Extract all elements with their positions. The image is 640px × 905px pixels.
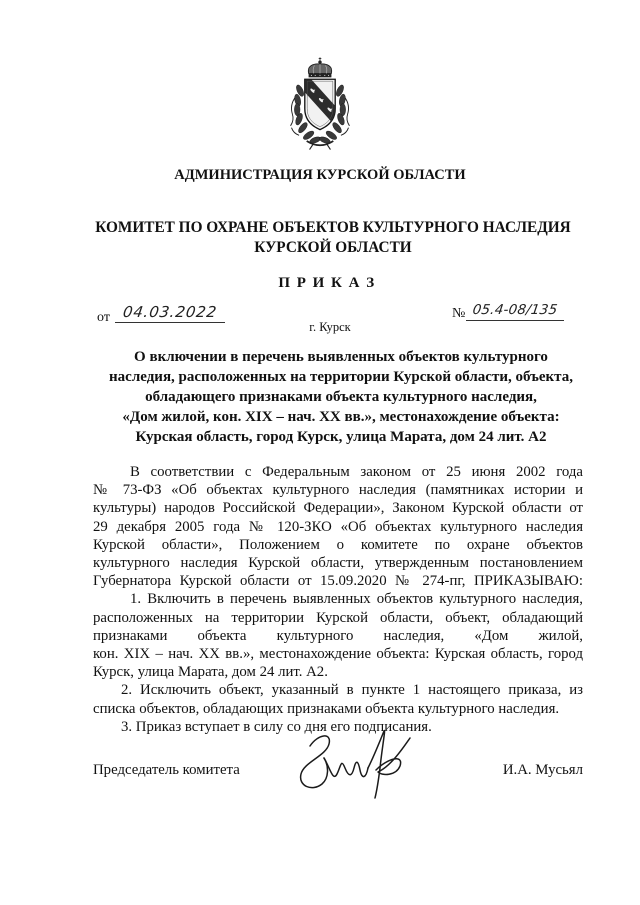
date-field xyxy=(115,302,225,323)
title-line: «Дом жилой, кон. XIX – нач. XX вв.», местонахождение объекта: xyxy=(122,409,560,425)
body-line: расположенных на территории Курской области, объект, обладающий xyxy=(93,609,583,626)
order-item-2 xyxy=(93,681,583,717)
body-line: списка объектов, обладающих признаками объекта культурного наследия. xyxy=(93,700,560,717)
number-prefix: № xyxy=(452,306,466,321)
title-line: обладающего признаками объекта культурного наследия, xyxy=(145,389,537,405)
handwritten-date: 04.03.2022 xyxy=(121,303,219,321)
administration-heading: АДМИНИСТРАЦИЯ КУРСКОЙ ОБЛАСТИ xyxy=(174,167,466,183)
body-line: культурного наследия Курской области, утвержденным постановлением xyxy=(93,555,583,572)
signature-graphic xyxy=(296,726,414,802)
body-line: В соответствии с Федеральным законом от 25 июня 2002 года xyxy=(130,464,583,480)
order-item-1 xyxy=(93,590,583,681)
number-field xyxy=(466,300,564,321)
signatory-position: Председатель комитета xyxy=(93,762,240,778)
document-type: П Р И К А З xyxy=(278,275,376,291)
title-line: Курская область, город Курск, улица Марата, дом 24 лит. А2 xyxy=(135,429,547,445)
date-prefix: от xyxy=(97,310,110,325)
body-line: культуры) народов Российской Федерации», Законом Курской области от xyxy=(93,500,583,517)
title-line: О включении в перечень выявленных объектов культурного xyxy=(134,349,548,365)
handwritten-number: 05.4-08/135 xyxy=(471,302,559,318)
coat-of-arms-graphic xyxy=(282,55,358,151)
body-line: Курск, улица Марата, дом 24 лит. А2. xyxy=(93,664,328,681)
body-line: 3. Приказ вступает в силу со дня его подписания. xyxy=(121,718,432,735)
body-line: 29 декабря 2005 года № 120-ЗКО «Об объектах культурного наследия xyxy=(93,518,583,535)
order-title xyxy=(93,347,589,447)
body-line: 2. Исключить объект, указанный в пункте 1 настоящего приказа, из xyxy=(121,682,583,699)
committee-heading xyxy=(83,218,583,258)
title-line: наследия, расположенных на территории Курской области, объекта, xyxy=(109,369,573,385)
committee-heading-line: КОМИТЕТ ПО ОХРАНЕ ОБЪЕКТОВ КУЛЬТУРНОГО НАСЛЕДИЯ xyxy=(95,219,571,236)
coat-of-arms-icon xyxy=(282,55,358,151)
committee-heading-line: КУРСКОЙ ОБЛАСТИ xyxy=(254,239,412,256)
body-line: Курской области», Положением о комитете по охране объектов xyxy=(93,536,583,553)
body-line: кон. XIX – нач. XX вв.», местонахождение объекта: Курская область, город xyxy=(93,646,583,663)
order-body xyxy=(93,463,583,736)
body-line: № 73-ФЗ «Об объектах культурного наследия (памятниках истории и xyxy=(93,482,583,499)
body-line: Губернатора Курской области от 15.09.2020 № 274-пг, ПРИКАЗЫВАЮ: xyxy=(93,573,583,590)
handwritten-signature-icon xyxy=(296,726,414,802)
city-label: г. Курск xyxy=(309,320,351,334)
body-line: признаками объекта культурного наследия, «Дом жилой, xyxy=(93,627,583,644)
preamble-paragraph xyxy=(93,463,583,590)
signatory-name: И.А. Мусьял xyxy=(502,762,583,778)
body-line: 1. Включить в перечень выявленных объектов культурного наследия, xyxy=(130,591,583,608)
